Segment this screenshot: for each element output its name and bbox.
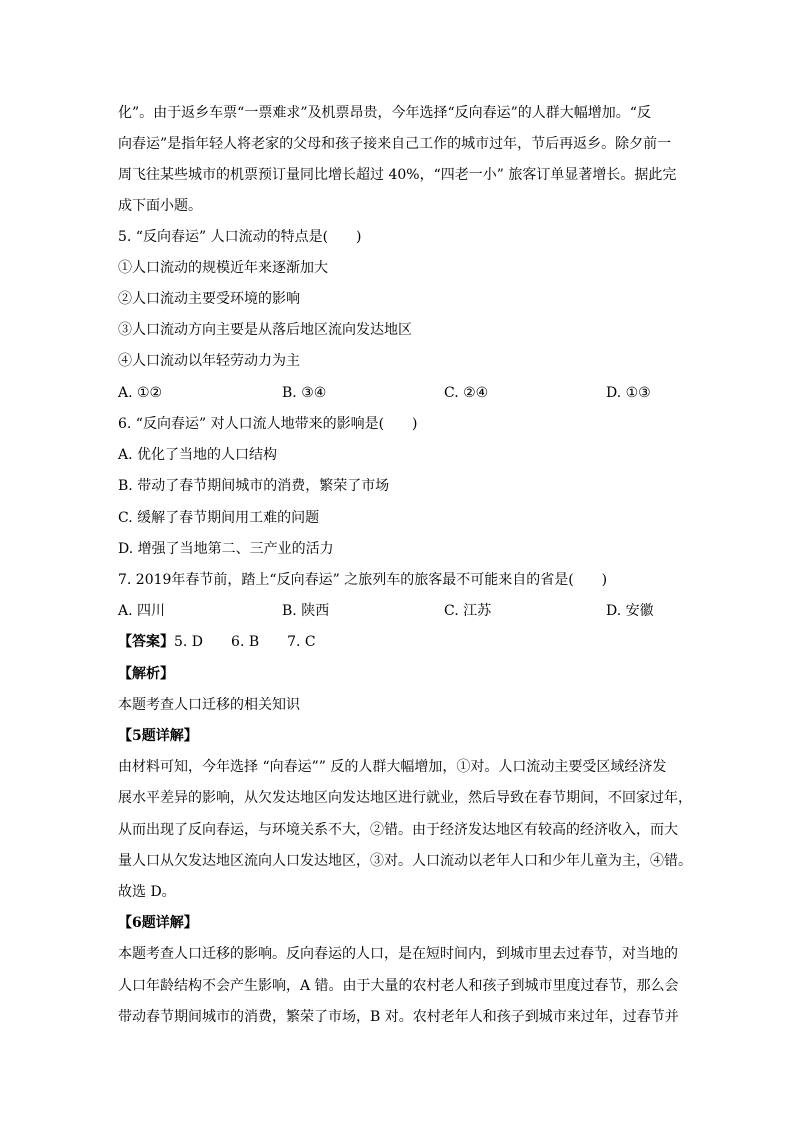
question-7-option-b: B. 陕西 [282, 603, 330, 619]
question-6-option-b: B. 带动了春节期间城市的消费，繁荣了市场 [118, 478, 390, 494]
detail-6-line-3: 带动春节期间城市的消费，繁荣了市场，B 对。农村老年人和孩子到城市来过年，过春节并 [118, 1009, 679, 1025]
detail-6-label: 【6题详解】 [118, 915, 198, 931]
question-7-stem: 7. 2019年春节前，踏上“反向春运” 之旅列车的旅客最不可能来自的省是( ) [118, 572, 608, 588]
question-7-option-c: C. 江苏 [444, 603, 492, 619]
detail-5-label: 【5题详解】 [118, 728, 198, 744]
analysis-text: 本题考查人口迁移的相关知识 [118, 697, 300, 713]
question-7-option-d: D. 安徽 [606, 603, 654, 619]
question-6-option-d: D. 增强了当地第二、三产业的活力 [118, 541, 334, 557]
question-5-statement-3: ③人口流动方向主要是从落后地区流向发达地区 [118, 322, 412, 338]
answer-text: 5. D 6. B 7. C [174, 634, 316, 650]
answer-label: 【答案】 [118, 634, 174, 650]
passage-line-3: 周飞往某些城市的机票预订量同比增长超过 40%，“四老一小” 旅客订单显著增长。据此完 [118, 167, 677, 183]
detail-5-line-5: 故选 D。 [118, 884, 176, 900]
question-6-option-c: C. 缓解了春节期间用工难的问题 [118, 510, 320, 526]
detail-5-line-3: 从而出现了反向春运，与环境关系不大，②错。由于经济发达地区有较高的经济收入，而大 [118, 822, 678, 838]
passage-line-1: 化”。由于返乡车票“一票难求”及机票昂贵，今年选择“反向春运”的人群大幅增加。“反 [118, 105, 651, 121]
question-5-statement-1: ①人口流动的规模近年来逐渐加大 [118, 260, 328, 276]
detail-6-line-2: 人口年龄结构不会产生影响，A 错。由于大量的农村老人和孩子到城市里度过春节，那么会 [118, 978, 679, 994]
question-6-option-a: A. 优化了当地的人口结构 [118, 447, 278, 463]
question-5-option-d: D. ①③ [606, 385, 651, 401]
question-5-option-b: B. ③④ [282, 385, 327, 401]
question-5-statement-4: ④人口流动以年轻劳动力为主 [118, 353, 300, 369]
passage-line-4: 成下面小题。 [118, 198, 202, 214]
question-5-option-a: A. ①② [118, 385, 163, 401]
question-6-stem: 6. “反向春运” 对人口流人地带来的影响是( ) [118, 416, 418, 432]
question-5-option-c: C. ②④ [444, 385, 489, 401]
detail-5-line-4: 量人口从欠发达地区流向人口发达地区，③对。人口流动以老年人口和少年儿童为主，④错。 [118, 853, 692, 869]
question-5-stem: 5. “反向春运” 人口流动的特点是( ) [118, 229, 362, 245]
detail-5-line-1: 由材料可知，今年选择 “向春运”” 反的人群大幅增加，①对。人口流动主要受区域经济发 [118, 759, 667, 775]
passage-line-2: 向春运”是指年轻人将老家的父母和孩子接来自己工作的城市过年，节后再返乡。除夕前一 [118, 136, 672, 152]
answer-line [118, 632, 316, 652]
question-7-option-a: A. 四川 [118, 603, 166, 619]
detail-6-line-1: 本题考查人口迁移的影响。反向春运的人口，是在短时间内，到城市里去过春节，对当地的 [118, 946, 678, 962]
question-5-statement-2: ②人口流动主要受环境的影响 [118, 291, 300, 307]
detail-5-line-2: 展水平差异的影响，从欠发达地区向发达地区进行就业，然后导致在春节期间，不回家过年， [118, 790, 692, 806]
analysis-label: 【解析】 [118, 666, 174, 682]
